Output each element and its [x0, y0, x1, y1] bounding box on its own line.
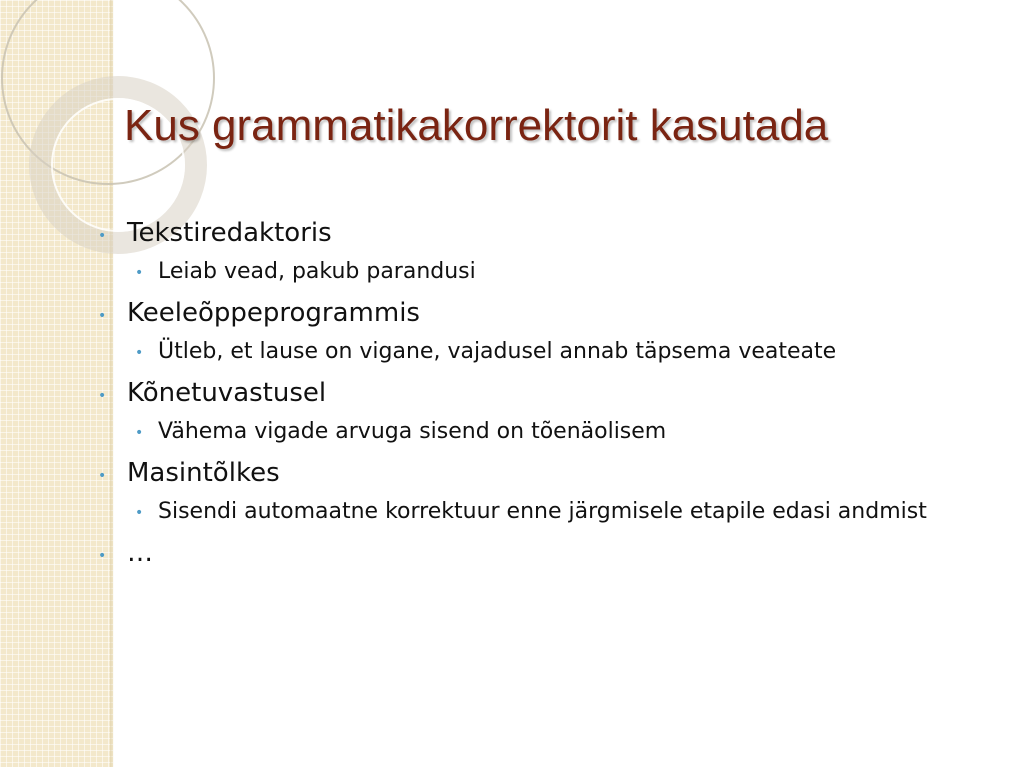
bullet-marker: • [98, 468, 107, 484]
bullet-marker: • [98, 308, 107, 324]
bullet-item [98, 296, 987, 330]
bullet-item [98, 216, 987, 250]
bullet-marker: • [98, 548, 107, 564]
bullet-text: Tekstiredaktoris [127, 218, 332, 248]
bullet-text: Keeleõppeprogrammis [127, 298, 420, 328]
sub-bullet-text: Vähema vigade arvuga sisend on tõenäolisem [158, 419, 667, 444]
bullet-text: … [127, 538, 153, 568]
slide-title: Kus grammatikakorrektorit kasutada [124, 101, 829, 150]
bullet-list [98, 216, 987, 576]
sub-bullet-item [127, 496, 987, 528]
bullet-item [98, 376, 987, 410]
bullet-item [98, 536, 987, 570]
sub-bullet-text: Sisendi automaatne korrektuur enne järgmisele etapile edasi andmist [158, 499, 927, 524]
sub-bullet-marker: • [135, 345, 144, 361]
sub-bullet-item [127, 336, 987, 368]
sub-bullet-marker: • [135, 425, 144, 441]
bullet-text: Kõnetuvastusel [127, 378, 327, 408]
sub-bullet-text: Ütleb, et lause on vigane, vajadusel annab täpsema veateate [158, 339, 837, 364]
bullet-marker: • [98, 388, 107, 404]
sub-bullet-text: Leiab vead, pakub parandusi [158, 259, 476, 284]
sub-bullet-marker: • [135, 265, 144, 281]
bullet-text: Masintõlkes [127, 458, 280, 488]
bullet-item [98, 456, 987, 490]
sub-bullet-item [127, 416, 987, 448]
sub-bullet-item [127, 256, 987, 288]
bullet-marker: • [98, 228, 107, 244]
sub-bullet-marker: • [135, 505, 144, 521]
